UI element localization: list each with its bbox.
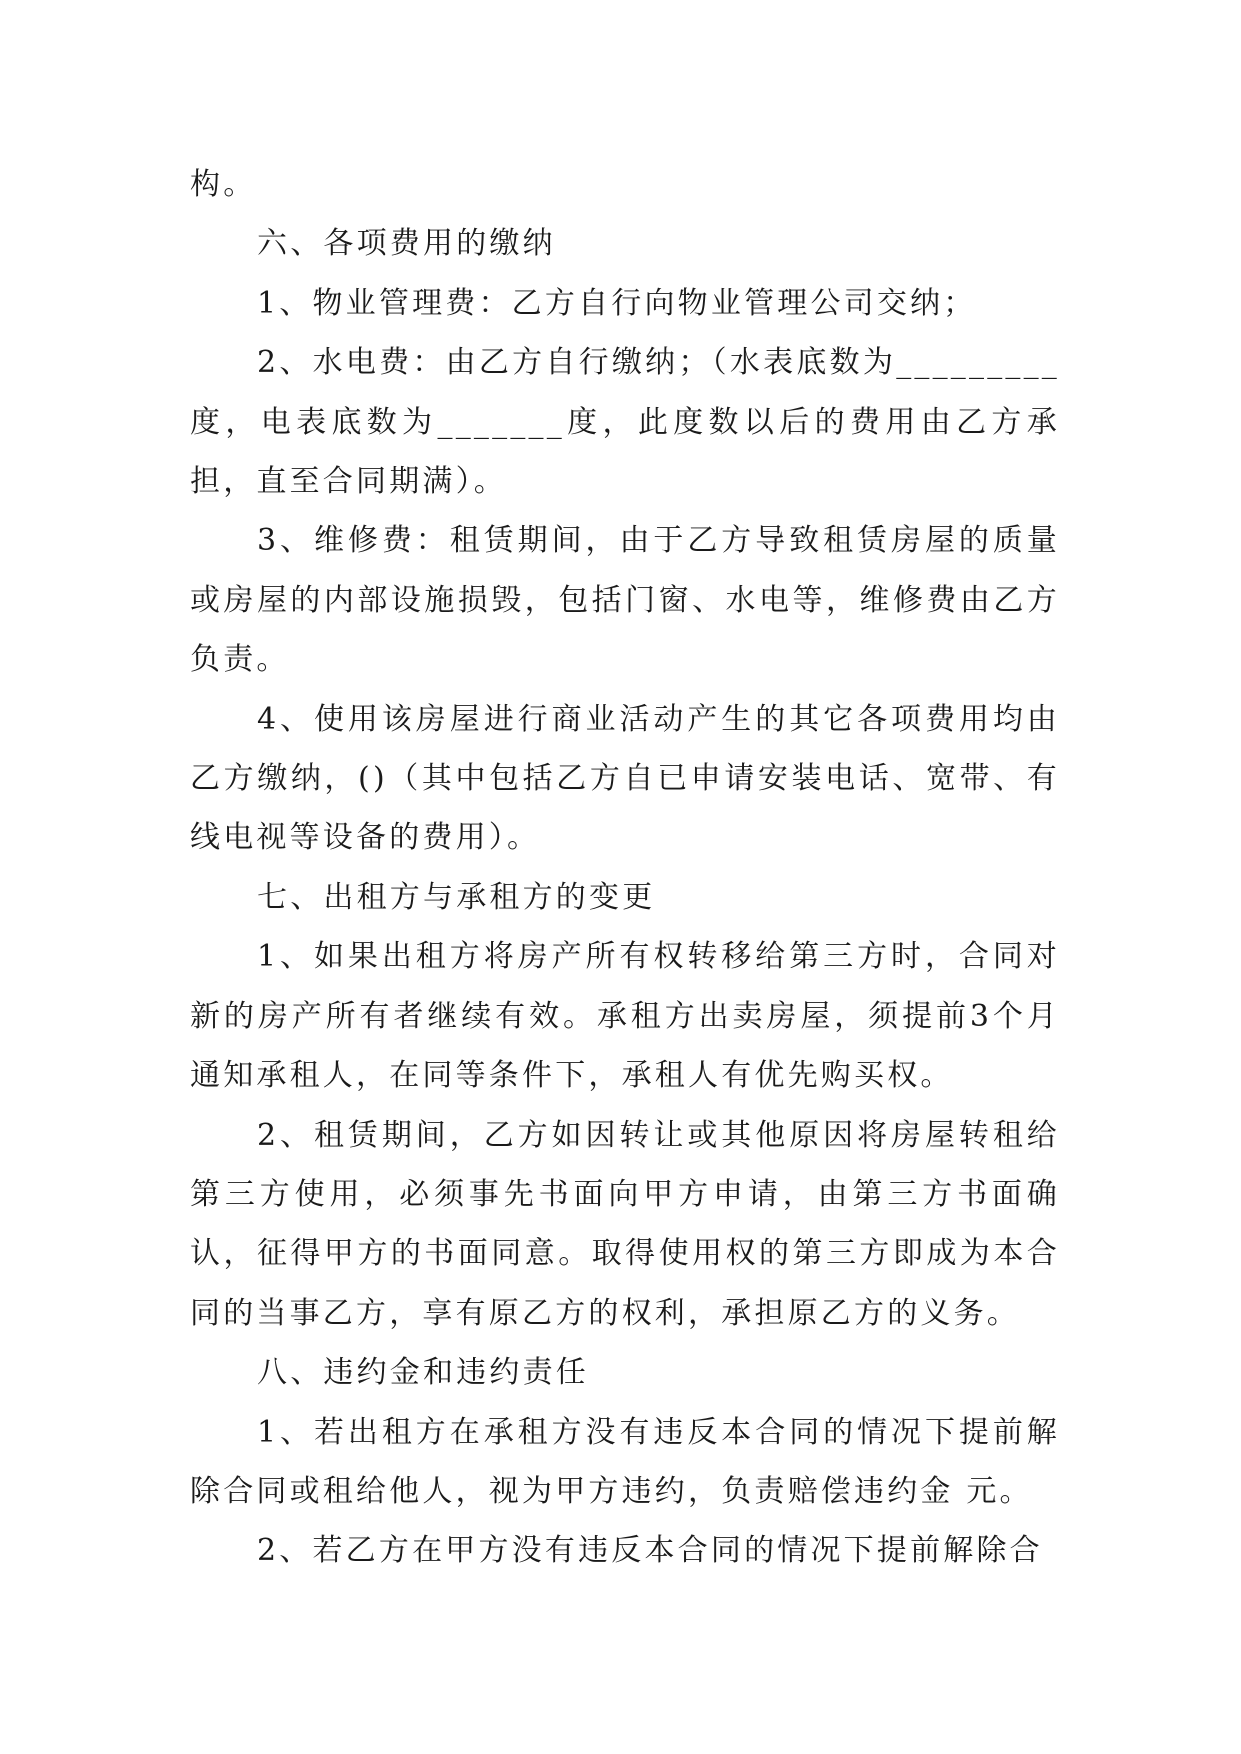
paragraph-property-fee: 1、物业管理费：乙方自行向物业管理公司交纳；	[257, 285, 977, 321]
paragraph-utility-fee: 2、水电费：由乙方自行缴纳；（水表底数为_________度，电表底数为_______度，此度数以后的费用由乙方承担，直至合同期满）。	[190, 345, 1060, 500]
paragraph-ownership-transfer: 1、如果出租方将房产所有权转移给第三方时，合同对新的房产所有者继续有效。承租方出卖房屋，须提前3个月通知承租人，在同等条件下，承租人有优先购买权。	[190, 939, 1060, 1094]
section-heading-penalty: 八、违约金和违约责任	[257, 1355, 589, 1391]
document-body	[190, 155, 1060, 1581]
paragraph-continuation: 构。	[190, 167, 257, 202]
section-heading-party-change: 七、出租方与承租方的变更	[257, 879, 656, 915]
paragraph-lessor-breach: 1、若出租方在承租方没有违反本合同的情况下提前解除合同或租给他人，视为甲方违约，负责赔偿违约金 元。	[190, 1414, 1060, 1509]
paragraph-lessee-breach: 2、若乙方在甲方没有违反本合同的情况下提前解除合	[257, 1533, 1043, 1569]
paragraph-repair-fee: 3、维修费：租赁期间，由于乙方导致租赁房屋的质量或房屋的内部设施损毁，包括门窗、水电等，维修费由乙方负责。	[190, 523, 1060, 678]
paragraph-other-fees: 4、使用该房屋进行商业活动产生的其它各项费用均由乙方缴纳，()（其中包括乙方自已申请安装电话、宽带、有线电视等设备的费用）。	[190, 701, 1060, 856]
section-heading-fees: 六、各项费用的缴纳	[257, 226, 556, 262]
paragraph-sublease: 2、租赁期间，乙方如因转让或其他原因将房屋转租给第三方使用，必须事先书面向甲方申请，由第三方书面确认，征得甲方的书面同意。取得使用权的第三方即成为本合同的当事乙方，享有原乙方的权利，承担原乙方的义务。	[190, 1117, 1060, 1331]
